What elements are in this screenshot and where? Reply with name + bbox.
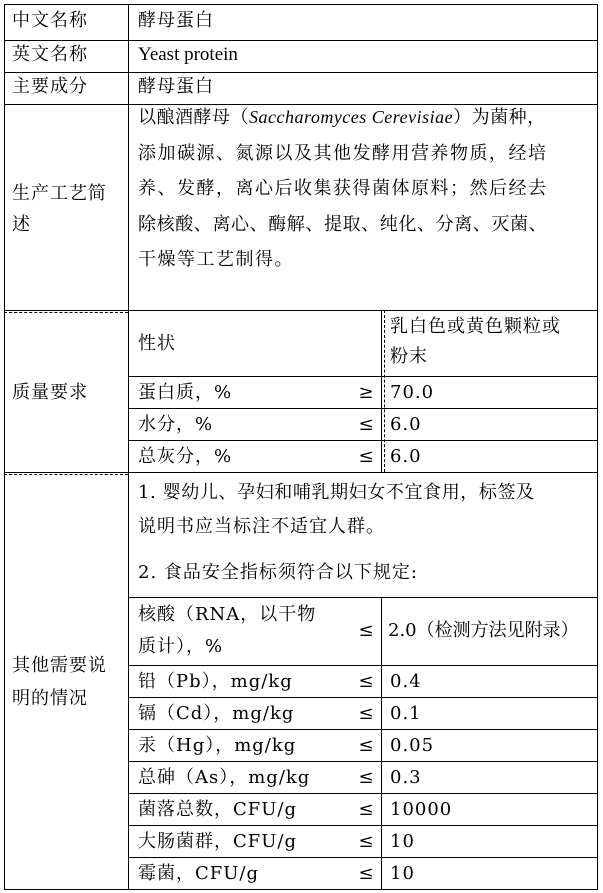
table-border-top: [4, 4, 598, 5]
process-line-1-post: ）为菌种，: [453, 107, 546, 128]
other-value-mercury: 0.05: [390, 735, 435, 756]
quality-name-protein: 蛋白质，%: [138, 382, 233, 403]
other-name-colonies: 菌落总数，CFU/g: [138, 799, 298, 820]
other-value-arsenic: 0.3: [390, 767, 422, 788]
label-dashed-line: [4, 474, 128, 475]
row-divider: [4, 310, 598, 311]
chinese-name-label: 中文名称: [12, 10, 88, 31]
other-label-line1: 其他需要说: [12, 655, 107, 676]
other-row-divider: [128, 597, 598, 598]
quality-op-protein: ≥: [358, 382, 374, 403]
quality-name-ash: 总灰分，%: [138, 446, 233, 467]
process-line-5: 干燥等工艺制得。: [138, 249, 294, 270]
other-name-mercury: 汞（Hg），mg/kg: [138, 735, 297, 756]
process-line-4: 除核酸、离心、酶解、提取、纯化、分离、灭菌、: [138, 213, 548, 235]
other-row-divider: [128, 697, 598, 698]
quality-op-moisture: ≤: [358, 414, 374, 435]
process-line-3: 养、发酵，离心后收集获得菌体原料；然后经去: [138, 178, 548, 199]
quality-value-ash: 6.0: [390, 446, 422, 467]
species-name: Saccharomyces Cerevisiae: [249, 107, 454, 127]
quality-op-ash: ≤: [358, 446, 374, 467]
table-border-left: [4, 4, 5, 889]
quality-value-protein: 70.0: [390, 382, 435, 403]
other-name-coliforms: 大肠菌群，CFU/g: [138, 831, 298, 852]
other-row-divider: [128, 793, 598, 794]
other-name-rna-line1: 核酸（RNA，以干物: [138, 604, 317, 625]
quality-value-appearance-line2: 粉末: [390, 346, 428, 367]
other-op-arsenic: ≤: [358, 767, 374, 788]
process-line-2: 添加碳源、氮源以及其他发酵用营养物质，经培: [138, 142, 548, 164]
other-note-2: 2. 食品安全指标须符合以下规定:: [138, 562, 418, 583]
label-column-divider: [128, 4, 129, 889]
quality-label: 质量要求: [12, 382, 88, 403]
other-note-1-line2: 说明书应当标注不适宜人群。: [138, 516, 385, 537]
other-name-cadmium: 镉（Cd），mg/kg: [138, 703, 295, 724]
other-row-divider: [128, 761, 598, 762]
other-op-coliforms: ≤: [358, 831, 374, 852]
other-op-lead: ≤: [358, 671, 374, 692]
english-name-value: Yeast protein: [138, 44, 238, 65]
chinese-name-value: 酵母蛋白: [138, 10, 214, 31]
other-value-divider: [381, 597, 382, 889]
main-component-value: 酵母蛋白: [138, 76, 214, 97]
quality-value-divider: [381, 310, 382, 472]
other-row-divider: [128, 729, 598, 730]
quality-dashed-divider: [384, 310, 385, 472]
row-divider: [4, 472, 598, 473]
other-op-cadmium: ≤: [358, 703, 374, 724]
row-divider: [4, 72, 598, 73]
quality-row-divider: [128, 440, 598, 441]
other-label-line2: 明的情况: [12, 688, 88, 709]
other-value-lead: 0.4: [390, 671, 422, 692]
process-line-1: [138, 100, 593, 136]
label-dashed-line: [4, 312, 128, 313]
table-border-bottom: [4, 889, 598, 890]
quality-row-divider: [128, 408, 598, 409]
other-row-divider: [128, 857, 598, 858]
other-value-colonies: 10000: [390, 799, 453, 820]
process-label-line1: 生产工艺简: [12, 183, 107, 204]
other-op-rna: ≤: [358, 620, 374, 641]
other-op-mercury: ≤: [358, 735, 374, 756]
english-name-label: 英文名称: [12, 44, 88, 65]
other-op-colonies: ≤: [358, 799, 374, 820]
other-name-molds: 霉菌，CFU/g: [138, 863, 260, 884]
table-border-right: [597, 4, 598, 889]
other-row-divider: [128, 665, 598, 666]
other-op-molds: ≤: [358, 863, 374, 884]
process-line-1-pre: 以酿酒酵母（: [138, 107, 249, 128]
quality-row-divider: [128, 376, 598, 377]
process-description: [138, 100, 593, 278]
quality-name-moisture: 水分，%: [138, 414, 214, 435]
quality-name-appearance: 性状: [138, 333, 176, 354]
row-divider: [4, 40, 598, 41]
process-label-line2: 述: [12, 214, 31, 235]
quality-value-moisture: 6.0: [390, 414, 422, 435]
other-value-cadmium: 0.1: [390, 703, 422, 724]
main-component-label: 主要成分: [12, 76, 88, 97]
other-value-rna: 2.0（检测方法见附录）: [388, 620, 579, 641]
other-note-1-line1: 1. 婴幼儿、孕妇和哺乳期妇女不宜食用，标签及: [138, 482, 535, 503]
quality-value-appearance-line1: 乳白色或黄色颗粒或: [390, 316, 561, 337]
other-name-lead: 铅（Pb），mg/kg: [138, 671, 293, 692]
other-row-divider: [128, 825, 598, 826]
other-name-arsenic: 总砷（As），mg/kg: [138, 767, 311, 788]
other-value-coliforms: 10: [390, 831, 415, 852]
other-value-molds: 10: [390, 863, 415, 884]
other-name-rna-line2: 质计），%: [138, 636, 224, 657]
